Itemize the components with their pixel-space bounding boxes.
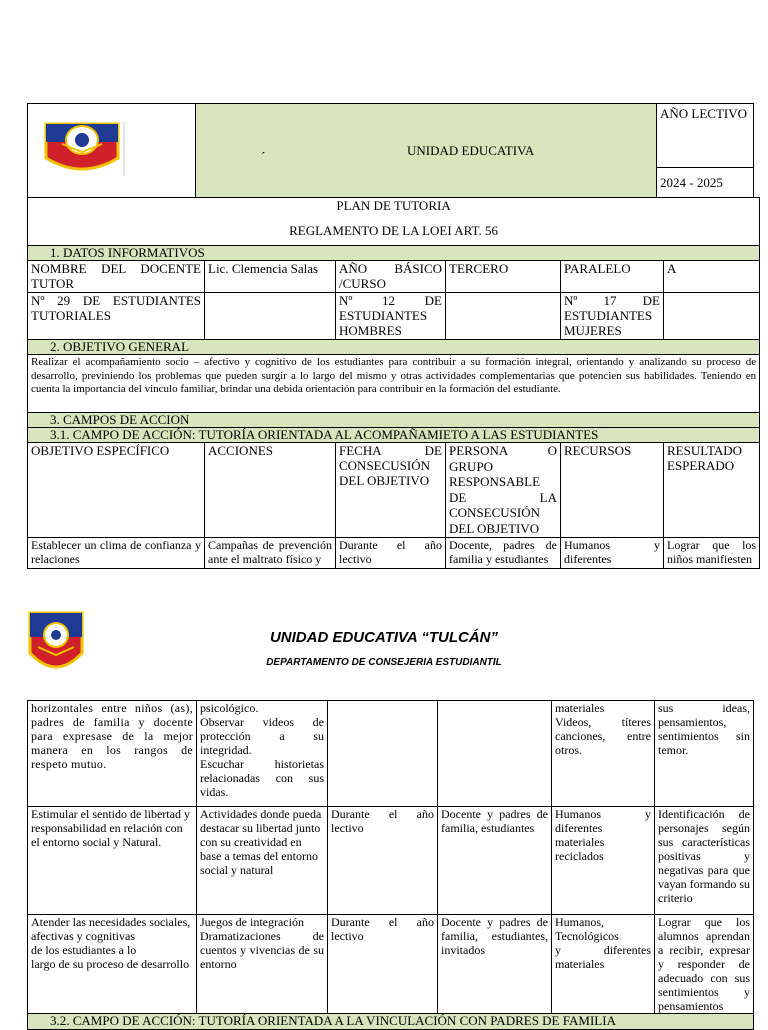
plan-title: PLAN DE TUTORIA	[336, 198, 451, 213]
plan-cell	[28, 198, 760, 246]
year-label: AÑO LECTIVO	[657, 104, 754, 168]
col-objetivo: OBJETIVO ESPECÍFICO	[28, 443, 205, 538]
row1b-fecha	[328, 701, 438, 807]
reglamento-title: REGLAMENTO DE LA LOEI ART. 56	[289, 223, 498, 238]
row1-objetivo: Establecer un clima de confianza y relaciones	[28, 537, 205, 568]
row3-acciones: Juegos de integración Dramatizaciones de cuentos y vivencias de su entorno	[197, 915, 328, 1014]
section-campos: 3. CAMPOS DE ACCION	[28, 413, 760, 428]
section-objetivo: 2. OBJETIVO GENERAL	[28, 340, 760, 355]
page2-title: UNIDAD EDUCATIVA “TULCÁN”	[269, 629, 499, 646]
school-name-cell	[196, 104, 657, 198]
objetivo-text: Realizar el acompañamiento socio – afectivo y cognitivo de los estudiantes para contribuir a su formación integral, orientando y analizando su proceso de desarrollo, previniendo los problemas que pueden surgir a lo largo del mismo y otras actividades complementarias que potencien sus habilidades. Teniendo en cuenta la importancia del vinculo familiar, brindar una debida orientación para contribuir en la formación del estudiante.	[28, 355, 760, 413]
main-table	[27, 197, 760, 569]
section-campo-2: 3.2. CAMPO DE ACCIÓN: TUTORÍA ORIENTADA A LA VINCULACIÓN CON PADRES DE FAMILIA	[28, 1014, 754, 1030]
section-datos: 1. DATOS INFORMATIVOS	[28, 246, 760, 261]
section-campo-1: 3.1. CAMPO DE ACCIÓN: TUTORÍA ORIENTADA AL ACOMPAÑAMIETO A LAS ESTUDIANTES	[28, 428, 760, 443]
page2-subtitle: DEPARTAMENTO DE CONSEJERIA ESTUDIANTIL	[266, 657, 502, 668]
row2-objetivo: Estimular el sentido de libertad y responsabilidad en relación con el entorno social y Natural.	[28, 807, 197, 915]
row1-fecha: Durante el año lectivo	[336, 537, 446, 568]
empty-cell	[205, 293, 336, 340]
row1b-resultado: sus ideas, pensamientos, sentimientos sin temor.	[655, 701, 754, 807]
row1b-objetivo: horizontales entre niños (as), padres de familia y docente para expresase de la mejor manera en los rangos de respeto mutuo.	[28, 701, 197, 807]
year-value: 2024 - 2025	[657, 168, 754, 198]
continuation-table	[27, 700, 754, 1030]
row3-objetivo: Atender las necesidades sociales, afectivas y cognitivas de los estudiantes a lo largo de su proceso de desarrollo	[28, 915, 197, 1014]
row3-recursos: Humanos, Tecnológicos y diferentes materiales	[552, 915, 655, 1014]
col-fecha: FECHA DE CONSECUSIÓN DEL OBJETIVO	[336, 443, 446, 538]
row1-persona: Docente, padres de familia y estudiantes	[446, 537, 561, 568]
col-persona: PERSONA O GRUPO RESPONSABLE DE LA CONSECUSIÓN DEL OBJETIVO	[446, 443, 561, 538]
row1-acciones: Campañas de prevención ante el maltrato físico y	[205, 537, 336, 568]
row2-fecha: Durante el año lectivo	[328, 807, 438, 915]
col-recursos: RECURSOS	[561, 443, 664, 538]
empty-cell	[446, 293, 561, 340]
row3-persona: Docente y padres de familia, estudiantes, invitados	[438, 915, 552, 1014]
header-table	[27, 103, 754, 198]
mujeres-label: Nº 17 DE ESTUDIANTES MUJERES	[561, 293, 664, 340]
row2-recursos: Humanos y diferentes materiales reciclados	[552, 807, 655, 915]
col-resultado: RESULTADO ESPERADO	[664, 443, 760, 538]
empty-cell	[664, 293, 760, 340]
row1b-acciones: psicológico. Observar videos de protección a su integridad. Escuchar historietas relacionadas con sus vidas.	[197, 701, 328, 807]
docente-value: Lic. Clemencia Salas	[205, 261, 336, 293]
row2-resultado: Identificación de personajes según sus características positivas y negativas para que vayan formando su criterio	[655, 807, 754, 915]
logo-cell	[28, 104, 196, 198]
num-estudiantes-label: Nº 29 DE ESTUDIANTES TUTORIALES	[28, 293, 205, 340]
row1b-recursos: materiales Videos, títeres canciones, entre otros.	[552, 701, 655, 807]
ano-label: AÑO BÁSICO /CURSO	[336, 261, 446, 293]
row2-acciones: Actividades donde pueda destacar su libertad junto con su creatividad en base a temas del entorno social y natural	[197, 807, 328, 915]
row2-persona: Docente y padres de familia, estudiantes	[438, 807, 552, 915]
row3-fecha: Durante el año lectivo	[328, 915, 438, 1014]
header-mark: ´	[261, 148, 266, 164]
school-name: UNIDAD EDUCATIVA	[407, 142, 535, 158]
row1-recursos: Humanos y diferentes	[561, 537, 664, 568]
row3-resultado: Lograr que los alumnos aprendan a recibir, expresar y responder de adecuado con sus sentimientos y pensamientos	[655, 915, 754, 1014]
docente-label: NOMBRE DEL DOCENTE TUTOR	[28, 261, 205, 293]
paralelo-label: PARALELO	[561, 261, 664, 293]
row1b-persona	[438, 701, 552, 807]
ano-value: TERCERO	[446, 261, 561, 293]
hombres-label: Nº 12 DE ESTUDIANTES HOMBRES	[336, 293, 446, 340]
paralelo-value: A	[664, 261, 760, 293]
col-acciones: ACCIONES	[205, 443, 336, 538]
row1-resultado: Lograr que los niños manifiesten	[664, 537, 760, 568]
